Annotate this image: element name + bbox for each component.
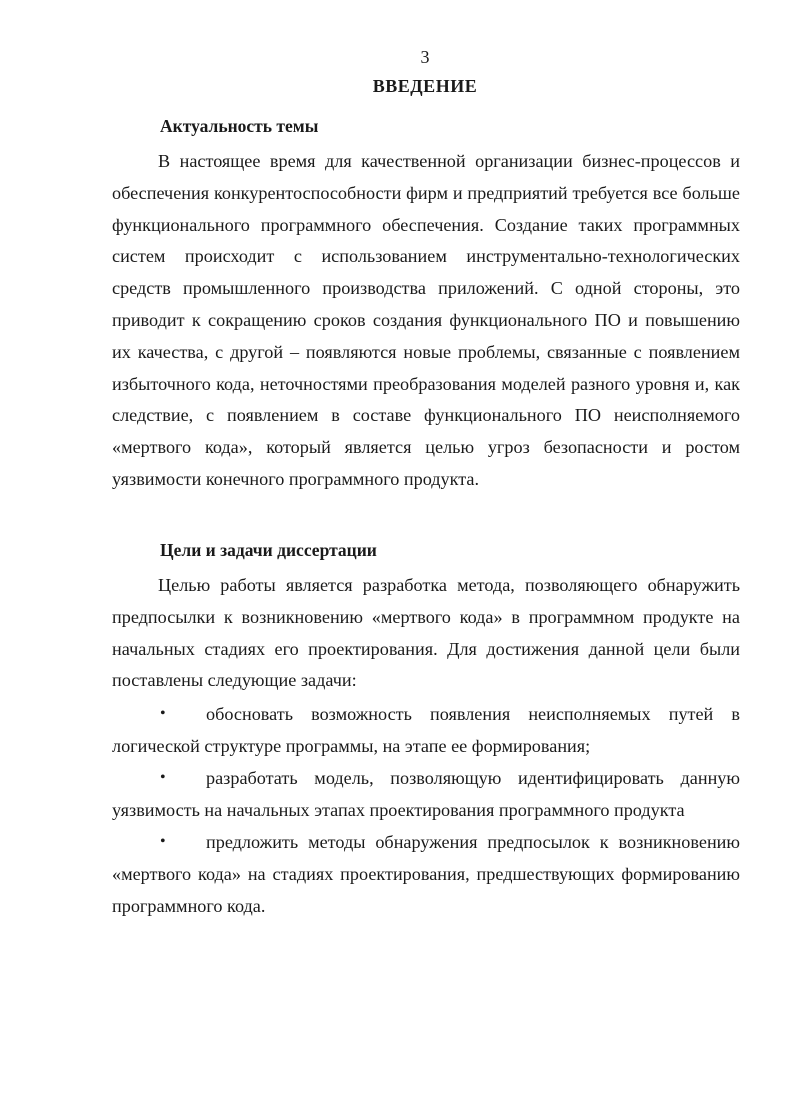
task-text: разработать модель, позволяющую идентифицировать данную уязвимость на начальных этапах проектирования программного продукта (112, 768, 740, 820)
bullet-icon: • (160, 833, 166, 850)
tasks-list (112, 698, 740, 922)
task-text: обосновать возможность появления неисполняемых путей в логической структуре программы, на этапе ее формирования; (112, 704, 740, 756)
section-heading-goals: Цели и задачи диссертации (160, 540, 377, 560)
page-number: 3 (420, 47, 430, 67)
relevance-paragraph: В настоящее время для качественной организации бизнес-процессов и обеспечения конкурентоспособности фирм и предприятий требуется все больше функционального программного обеспечения. Создание таких программных систем происходит с использованием инструментально-технологических средств промышленного производства приложений. С одной стороны, это приводит к сокращению сроков создания функционального ПО и повышению их качества, с другой – появляются новые проблемы, связанные с появлением избыточного кода, неточностями преобразования моделей разного уровня и, как следствие, с появлением в составе функционального ПО неисполняемого «мертвого кода», который является целью угроз безопасности и ростом уязвимости конечного программного продукта. (112, 151, 740, 489)
list-item (112, 698, 740, 762)
bullet-icon: • (160, 769, 166, 786)
task-text: предложить методы обнаружения предпосылок к возникновению «мертвого кода» на стадиях проектирования, предшествующих формированию программного кода. (112, 832, 740, 916)
section-heading-relevance: Актуальность темы (160, 116, 319, 136)
bullet-icon: • (160, 705, 166, 722)
goals-paragraph: Целью работы является разработка метода, позволяющего обнаружить предпосылки к возникновению «мертвого кода» в программном продукте на начальных стадиях его проектирования. Для достижения данной цели были поставлены следующие задачи: (112, 575, 740, 691)
page-title: ВВЕДЕНИЕ (372, 76, 478, 96)
list-item (112, 826, 740, 922)
list-item (112, 762, 740, 826)
